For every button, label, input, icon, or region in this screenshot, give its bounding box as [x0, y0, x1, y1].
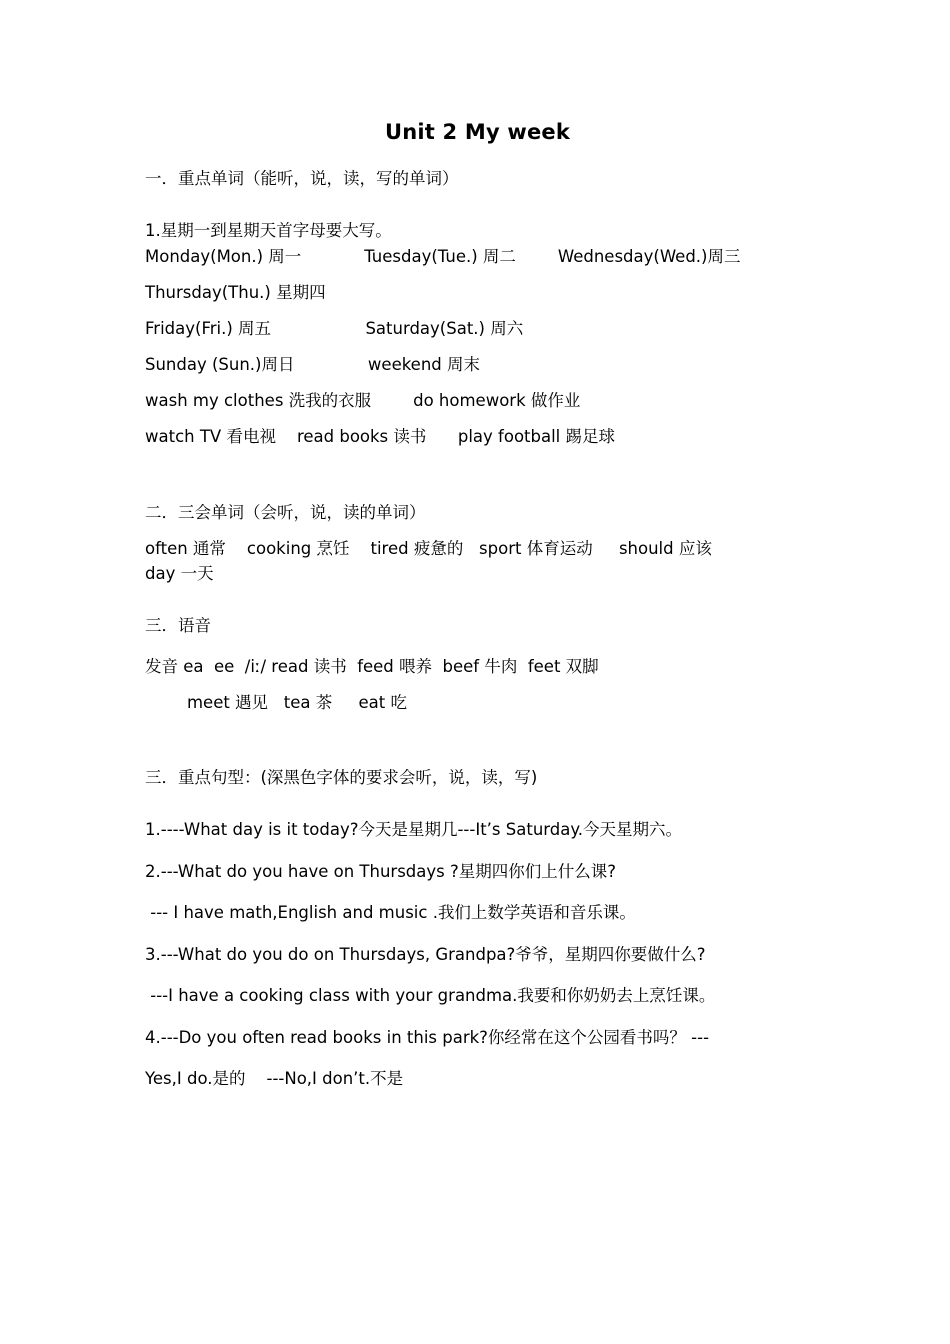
- section-four: [145, 765, 810, 1092]
- sentence-2-answer: --- I have math,English and music .我们上数学英语和音乐课。: [145, 903, 636, 923]
- section-one-line-7: watch TV 看电视 read books 读书 play football 踢足球: [145, 426, 616, 446]
- section-one-heading: 一．重点单词（能听，说，读，写的单词）: [145, 169, 459, 188]
- section-one-line-3: Thursday(Thu.) 星期四: [145, 282, 326, 302]
- section-three-line-1: 发音 ea ee /iː/ read 读书 feed 喂养 beef 牛肉 feet 双脚: [145, 657, 599, 677]
- section-one-line-5: Sunday (Sun.)周日 weekend 周末: [145, 354, 481, 374]
- section-one: [145, 166, 810, 450]
- sentence-3: 3.---What do you do on Thursdays, Grandpa?爷爷，星期四你要做什么?: [145, 944, 706, 964]
- section-four-heading: 三．重点句型：(深黑色字体的要求会听，说，读，写): [145, 768, 538, 788]
- section-two: [145, 500, 810, 587]
- sentence-3-answer: ---I have a cooking class with your grandma.我要和你奶奶去上烹饪课。: [145, 986, 716, 1006]
- section-one-line-2: Monday(Mon.) 周一 Tuesday(Tue.) 周二 Wednesday(Wed.)周三: [145, 246, 741, 266]
- section-three-line-2: meet 遇见 tea 茶 eat 吃: [145, 692, 407, 712]
- sentence-4: 4.---Do you often read books in this park?你经常在这个公园看书吗？ ---: [145, 1027, 710, 1047]
- section-two-heading: 二．三会单词（会听，说，读的单词）: [145, 503, 426, 522]
- section-one-line-4: Friday(Fri.) 周五 Saturday(Sat.) 周六: [145, 318, 524, 338]
- section-three-heading: 三．语音: [145, 615, 211, 635]
- section-two-line-2: day 一天: [145, 564, 214, 584]
- page-title: Unit 2 My week: [384, 120, 571, 144]
- sentence-4-answer: Yes,I do.是的 ---No,I don’t.不是: [145, 1069, 404, 1089]
- section-two-line-1: often 通常 cooking 烹饪 tired 疲惫的 sport 体育运动 should 应该: [145, 538, 712, 558]
- section-one-line-1: 1.星期一到星期天首字母要大写。: [145, 220, 392, 240]
- section-one-line-6: wash my clothes 洗我的衣服 do homework 做作业: [145, 390, 581, 410]
- sentence-2: 2.---What do you have on Thursdays ?星期四你们上什么课?: [145, 861, 617, 881]
- section-three: [145, 613, 810, 716]
- sentence-1: 1.----What day is it today?今天是星期几---It’s Saturday.今天星期六。: [145, 819, 683, 839]
